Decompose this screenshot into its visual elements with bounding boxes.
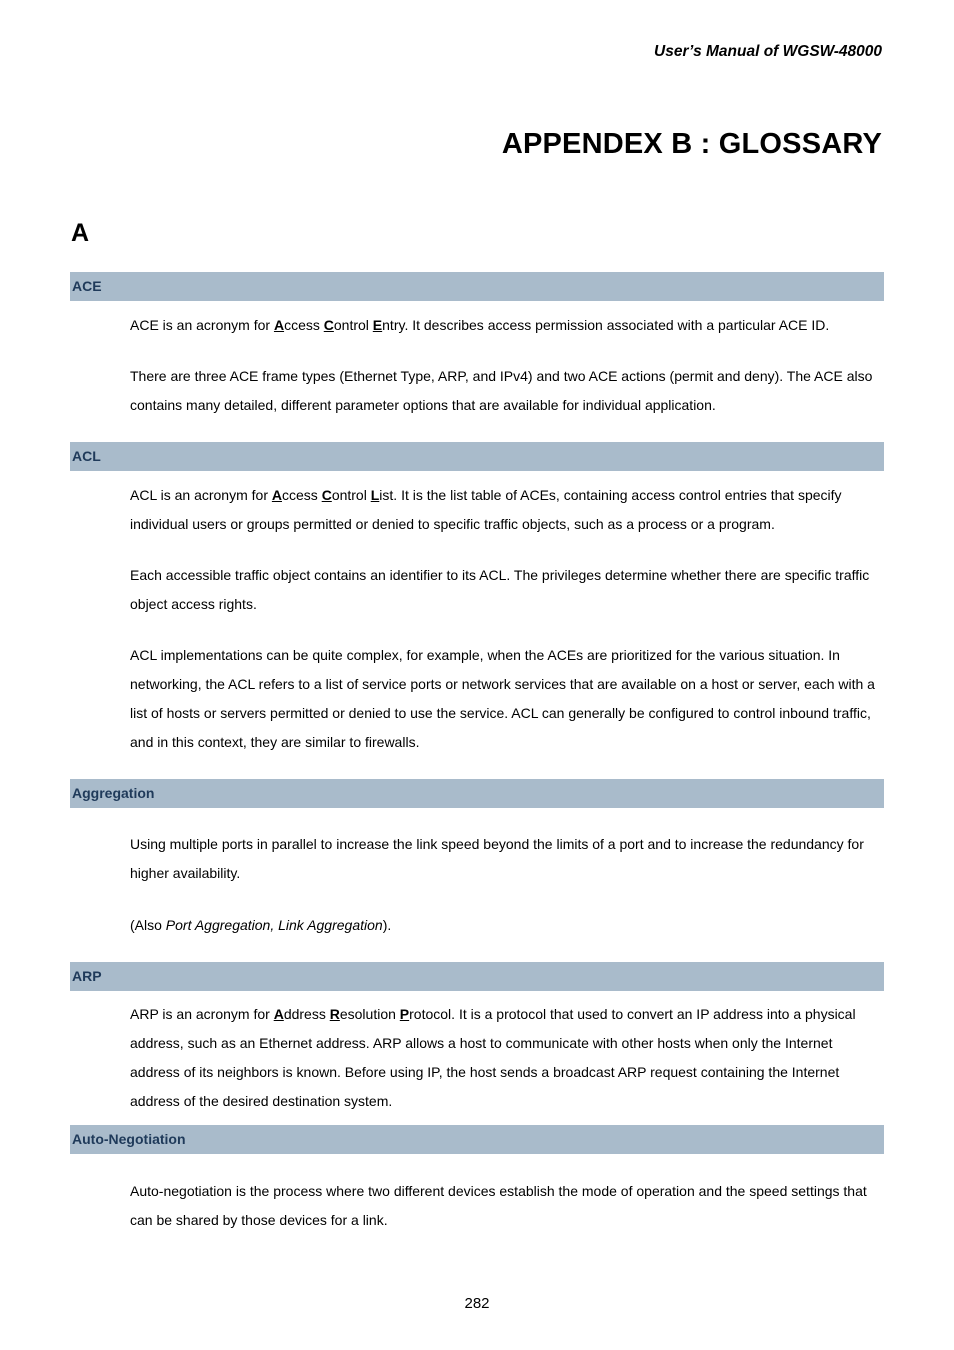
text-run: Using multiple ports in parallel to increase the link speed beyond the limits of a port and to increase the redundancy for higher availability. (130, 836, 864, 881)
text-run: ist. It is the list table of ACEs, containing access control entries that specify individual users or groups permitted or denied to specific traffic objects, such as a process or a program. (130, 487, 842, 532)
definition-paragraph (130, 830, 885, 888)
text-run: (Also (130, 917, 166, 933)
definition-paragraph (130, 641, 885, 757)
text-run: ccess (284, 317, 324, 333)
text-run: ddress (283, 1006, 330, 1022)
page-number: 282 (464, 1295, 490, 1312)
text-run: ontrol (331, 487, 371, 503)
acronym-initial: L (370, 487, 380, 503)
acronym-initial: P (399, 1006, 410, 1022)
text-run: ACL implementations can be quite complex, for example, when the ACEs are prioritized for the various situation. In networking, the ACL refers to a list of service ports or network services that are available on a host or server, each with a list of hosts or servers permitted or denied to use the service. ACL can generally be configured to control inbound traffic, and in this context, they are similar to firewalls. (130, 647, 875, 750)
appendix-title: APPENDEX B : GLOSSARY (501, 128, 882, 160)
text-run: Each accessible traffic object contains an identifier to its ACL. The privileges determine whether there are specific traffic object access rights. (130, 567, 870, 612)
text-run: esolution (339, 1006, 400, 1022)
text-run: Auto-negotiation is the process where two different devices establish the mode of operation and the speed settings that can be shared by those devices for a link. (130, 1183, 867, 1228)
text-run: ACL is an acronym for (130, 487, 272, 503)
acronym-initial: C (323, 317, 334, 333)
section-letter: A (71, 219, 90, 247)
text-run: ccess (282, 487, 322, 503)
term-heading-auto-negotiation: Auto-Negotiation (70, 1125, 884, 1154)
acronym-initial: C (321, 487, 332, 503)
text-run: ). (382, 917, 392, 933)
definition-paragraph (130, 311, 885, 340)
italic-term: Port Aggregation, Link Aggregation (165, 917, 383, 933)
term-heading-arp: ARP (70, 962, 884, 991)
definition-paragraph (130, 1000, 885, 1116)
term-heading-ace: ACE (70, 272, 884, 301)
term-heading-acl: ACL (70, 442, 884, 471)
definition-paragraph (130, 911, 885, 940)
acronym-initial: E (372, 317, 383, 333)
manual-title: User’s Manual of WGSW-48000 (654, 43, 882, 60)
acronym-initial: A (273, 1006, 284, 1022)
text-run: ARP is an acronym for (130, 1006, 274, 1022)
acronym-initial: A (273, 317, 285, 333)
text-run: rotocol. It is a protocol that used to convert an IP address into a physical address, such as an Ethernet address. ARP allows a host to communicate with other hosts when only the Internet address of its neighbors is known. Before using IP, the host sends a broadcast ARP request containing the Internet address of the desired destination system. (130, 1006, 856, 1109)
definition-paragraph (130, 362, 885, 420)
term-heading-aggregation: Aggregation (70, 779, 884, 808)
definition-paragraph (130, 561, 885, 619)
acronym-initial: A (271, 487, 282, 503)
text-run: ntry. It describes access permission associated with a particular ACE ID. (382, 317, 830, 333)
text-run: ACE is an acronym for (130, 317, 274, 333)
acronym-initial: R (329, 1006, 340, 1022)
text-run: ontrol (333, 317, 373, 333)
text-run: There are three ACE frame types (Ethernet Type, ARP, and IPv4) and two ACE actions (permit and deny). The ACE also contains many detailed, different parameter options that are available for individual application. (130, 368, 873, 413)
definition-paragraph (130, 481, 885, 539)
definition-paragraph (130, 1177, 885, 1235)
